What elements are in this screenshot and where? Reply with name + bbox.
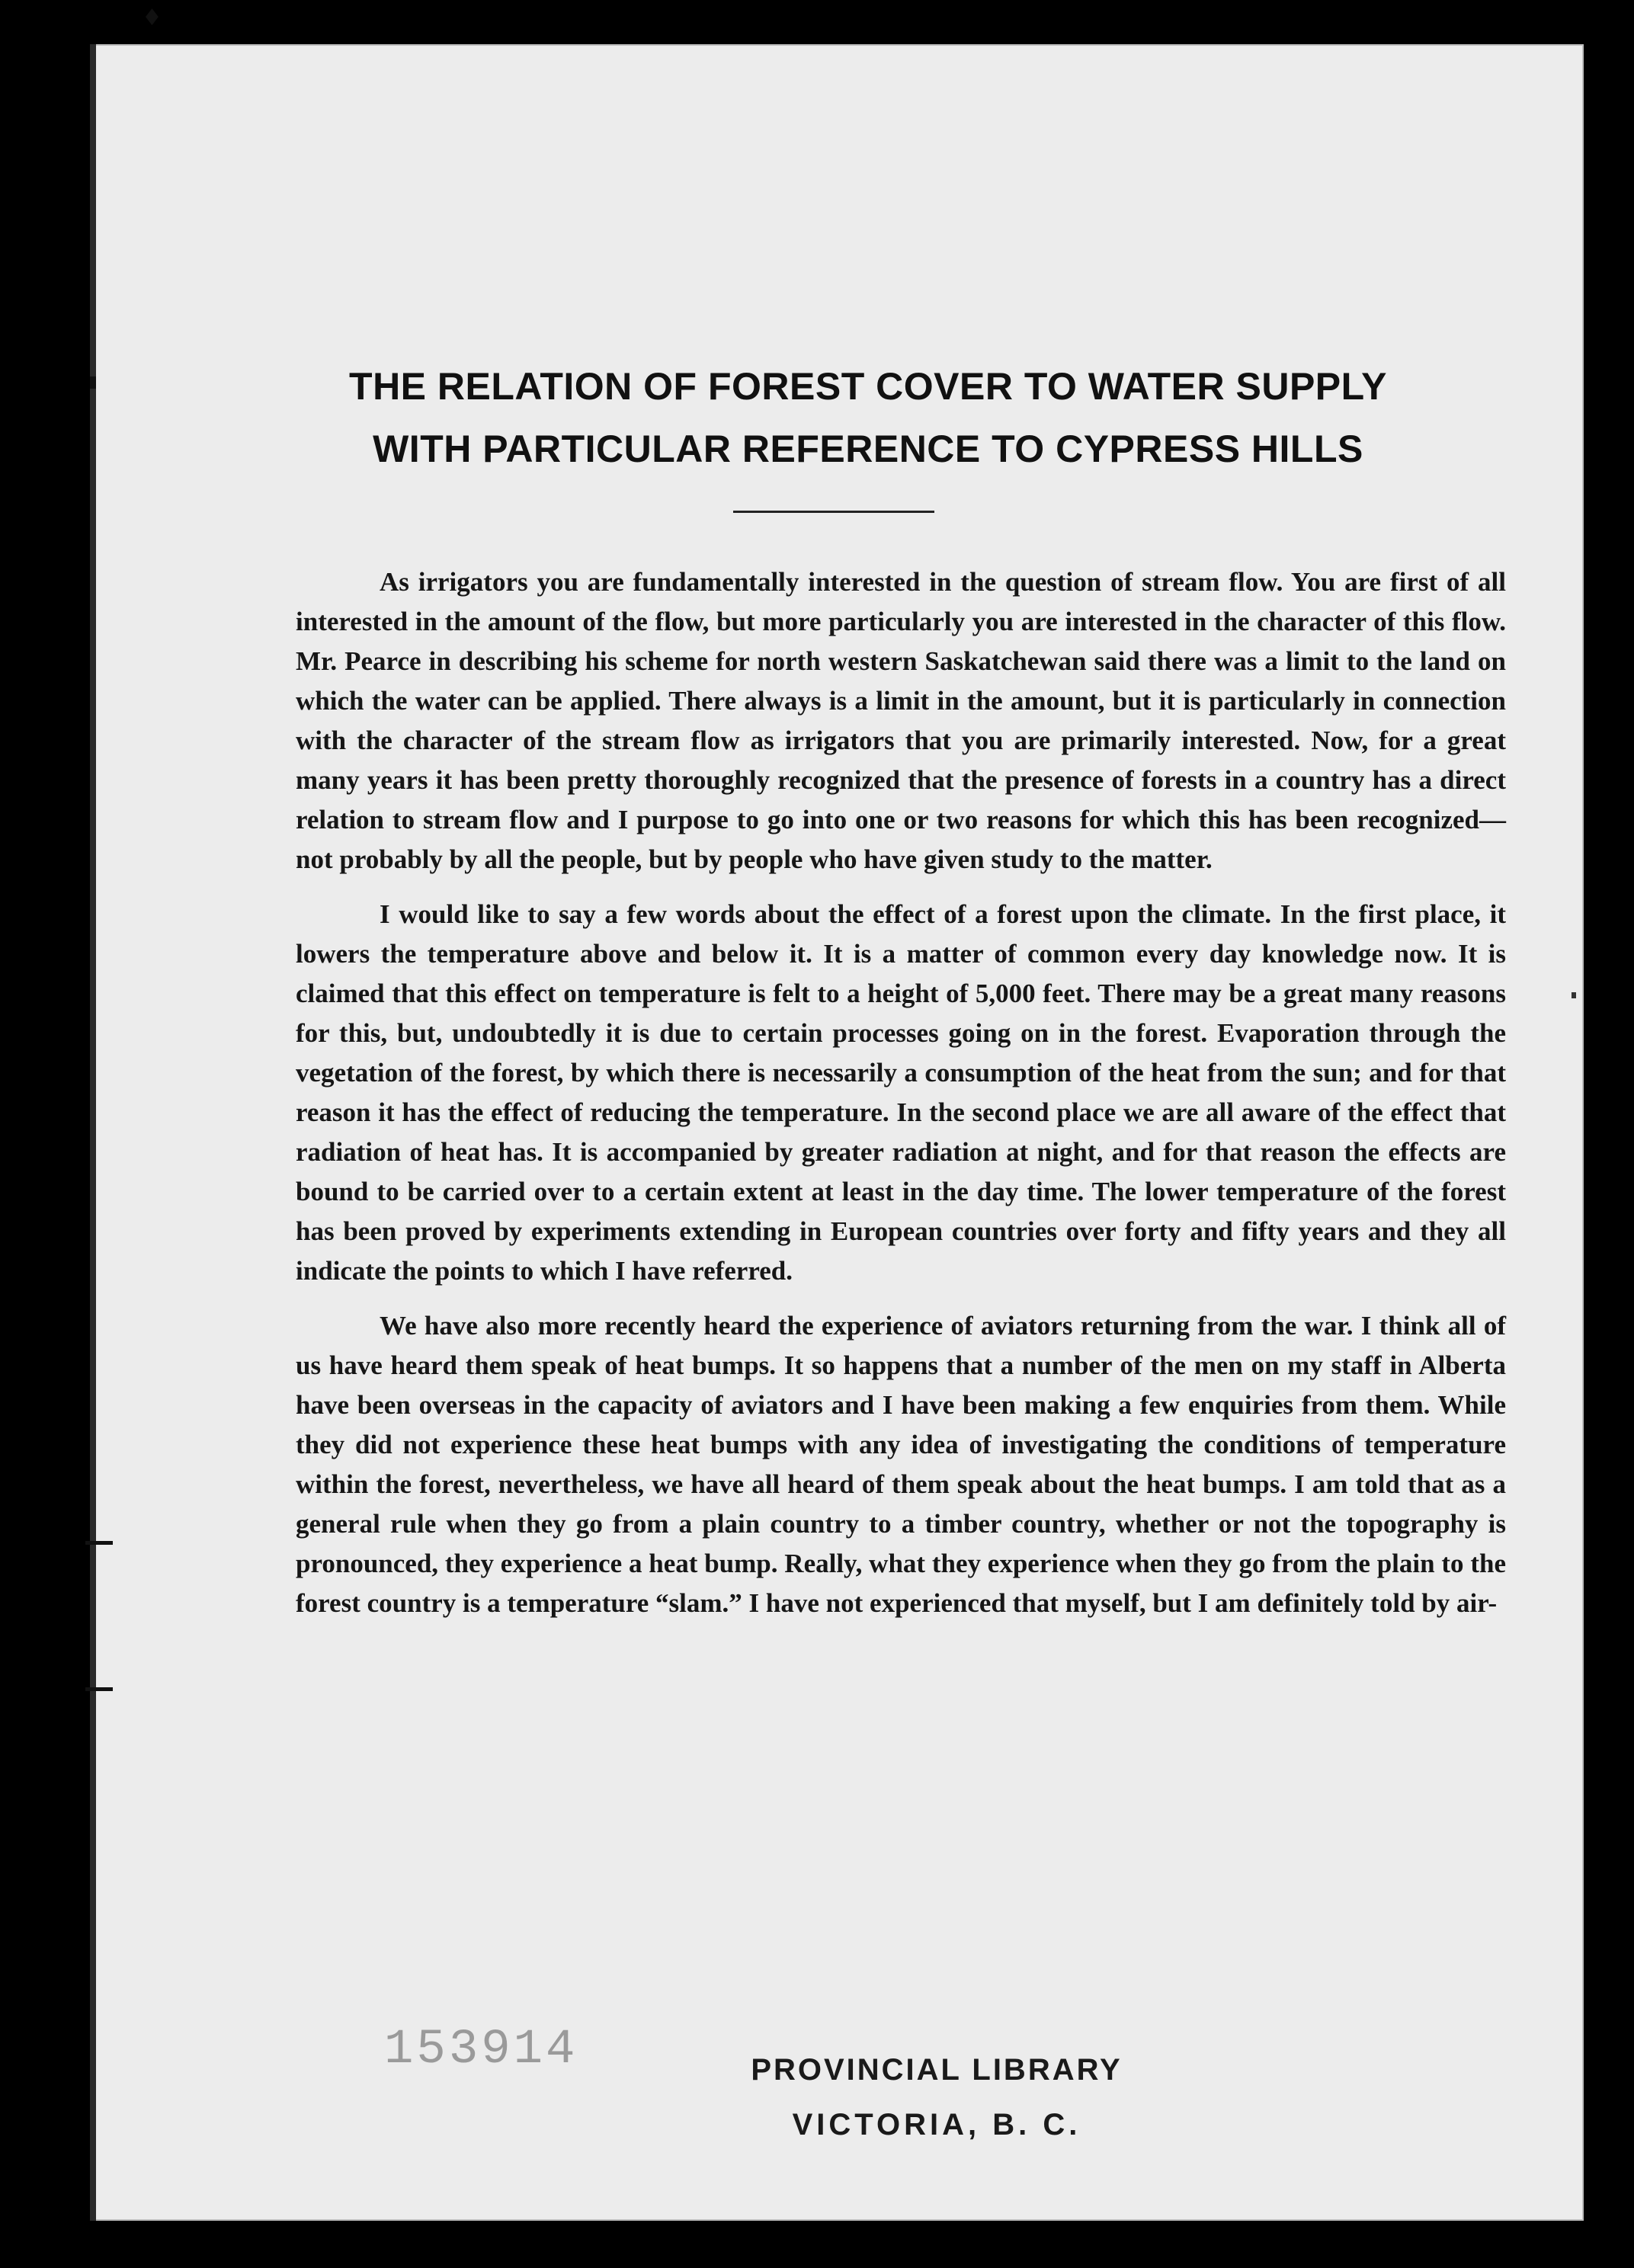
- accession-number: 153914: [384, 2023, 578, 2077]
- margin-cross: [85, 1687, 113, 1691]
- library-stamp-line-2: VICTORIA, B. C.: [792, 2108, 1081, 2141]
- document-title-line-2: WITH PARTICULAR REFERENCE TO CYPRESS HILLS: [373, 428, 1363, 470]
- title-divider: [733, 511, 934, 513]
- paragraph-3: We have also more recently heard the experience of aviators returning from the war. I think all of us have heard them speak of heat bumps. It so happens that a number of the men on my staff in Alberta have been overseas in the capacity of aviators and I have been making a few enquiries from them. While they did not experience these heat bumps with any idea of investigating the conditions of temperature within the forest, nevertheless, we have all heard of them speak about the heat bumps. I am told that as a general rule when they go from a plain country to a timber country, whether or not the topography is pronounced, they experience a heat bump. Really, what they experience when they go from the plain to the forest country is a temperature “slam.” I have not experienced that myself, but I am definitely told by air-: [296, 1311, 1506, 1618]
- document-body: [296, 562, 1506, 1639]
- paragraph-1: As irrigators you are fundamentally interested in the question of stream flow. You are first of all interested in the amount of the flow, but more particularly you are interested in the character of this flow. Mr. Pearce in describing his scheme for north western Saskatchewan said there was a limit to the land on which the water can be applied. There always is a limit in the amount, but it is particularly in connection with the character of the stream flow as irrigators that you are primarily interested. Now, for a great many years it has been pretty thoroughly recognized that the presence of forests in a country has a direct relation to stream flow and I purpose to go into one or two reasons for which this has been recognized—not probably by all the people, but by people who have given study to the matter.: [296, 567, 1506, 874]
- paragraph-2: I would like to say a few words about the effect of a forest upon the climate. In the first place, it lowers the temperature above and below it. It is a matter of common every day knowledge now. It is claimed that this effect on temperature is felt to a height of 5,000 feet. There may be a great many reasons for this, but, undoubtedly it is due to certain processes going on in the forest. Evaporation through the vegetation of the forest, by which there is necessarily a consumption of the heat from the sun; and for that reason it has the effect of reducing the temperature. In the second place we are all aware of the effect that radiation of heat has. It is accompanied by greater radiation at night, and for that reason the effects are bound to be carried over to a certain extent at least in the day time. The lower temperature of the forest has been proved by experiments extending in European countries over forty and fifty years and they all indicate the points to which I have referred.: [296, 899, 1506, 1286]
- scan-mark-corner: ♦: [142, 5, 162, 31]
- document-title-line-1: THE RELATION OF FOREST COVER TO WATER SUPPLY: [349, 365, 1387, 408]
- margin-arrow: [85, 1541, 113, 1545]
- margin-tick: [1572, 992, 1576, 998]
- document-page: [90, 44, 1584, 2221]
- library-stamp-line-1: PROVINCIAL LIBRARY: [751, 2053, 1123, 2087]
